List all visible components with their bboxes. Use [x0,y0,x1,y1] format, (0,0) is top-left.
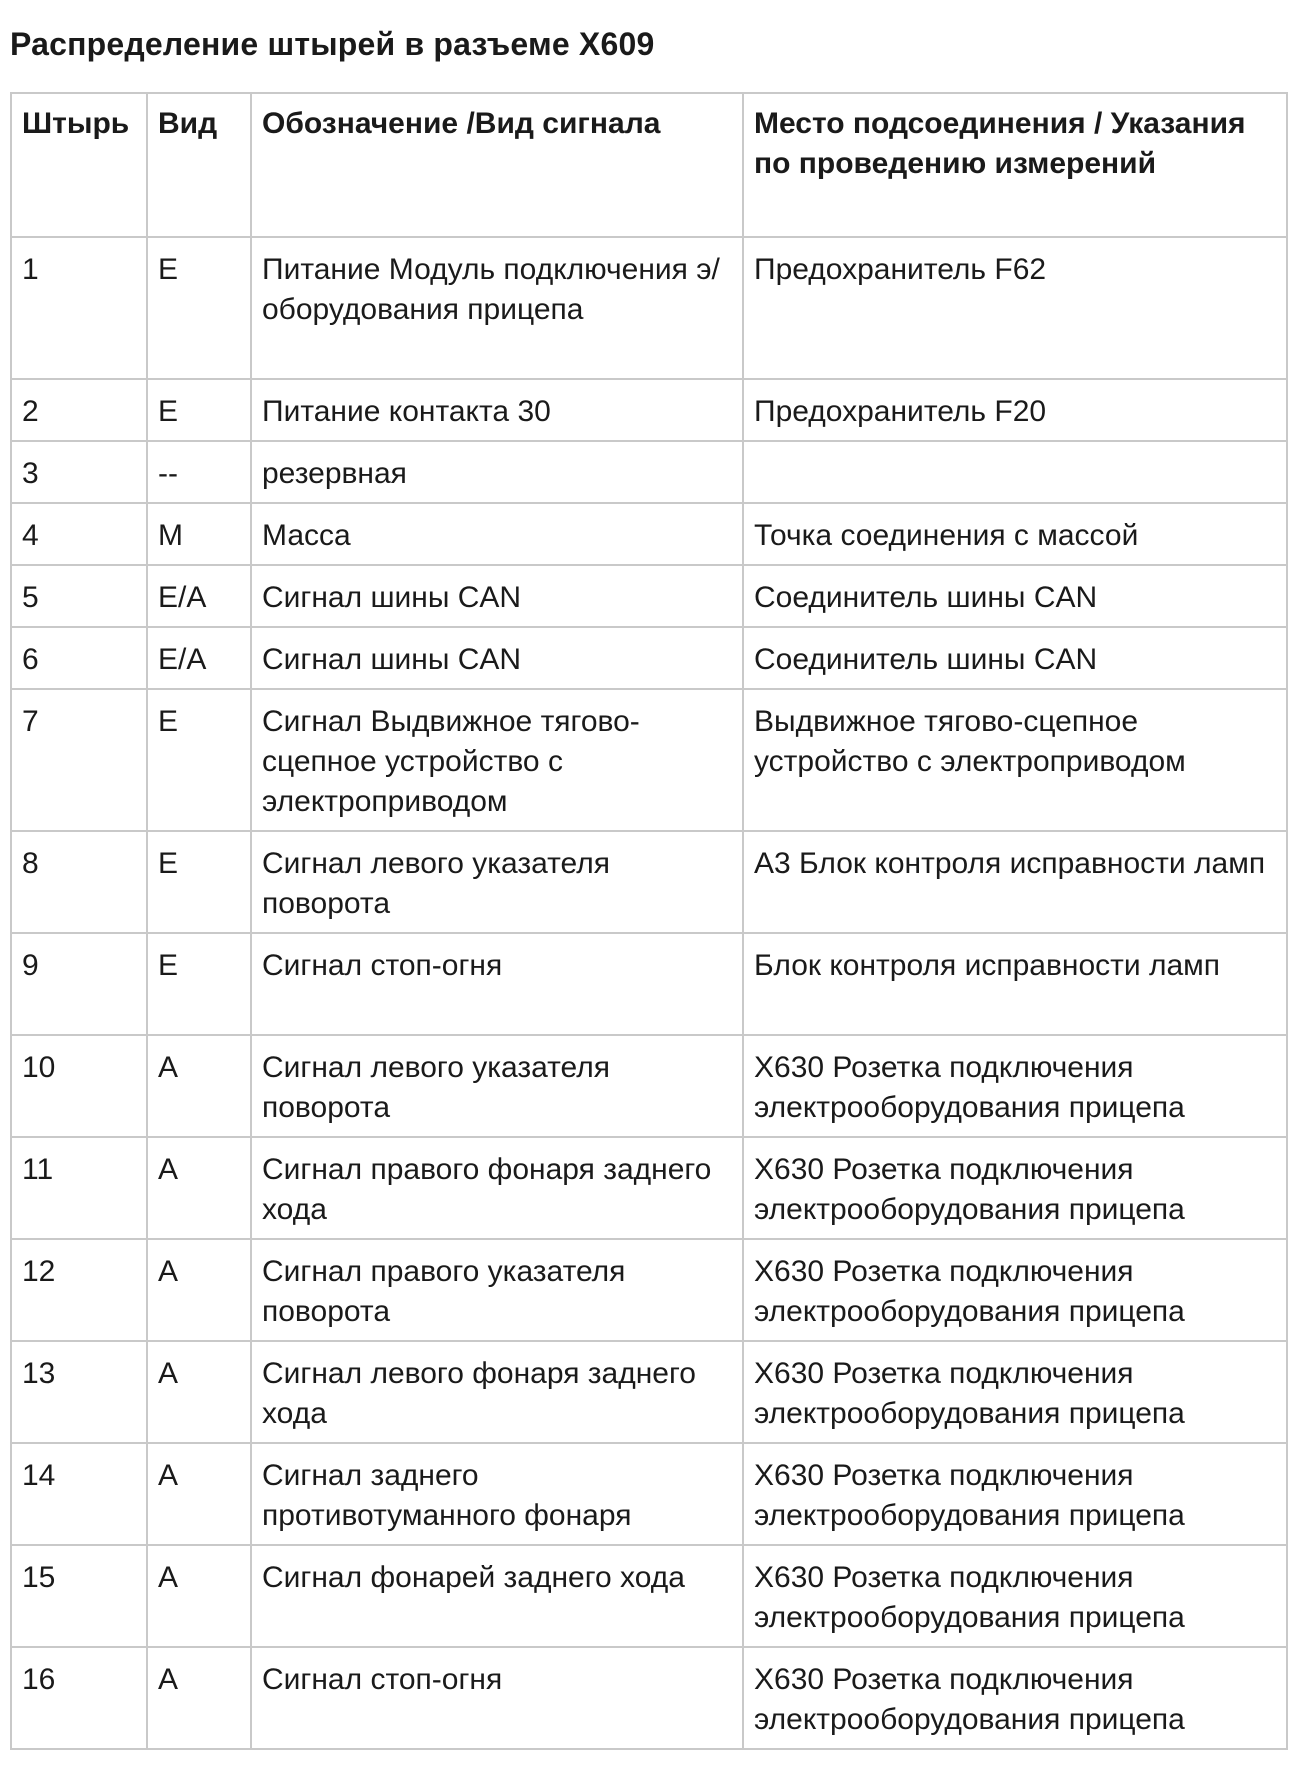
cell-pin: 8 [11,831,147,933]
cell-location: A3 Блок контроля исправности ламп [743,831,1287,933]
cell-type: E/A [147,565,251,627]
cell-pin: 16 [11,1647,147,1749]
cell-type: E [147,933,251,1035]
cell-signal: Масса [251,503,743,565]
cell-location: X630 Розетка подключения электрооборудования прицепа [743,1647,1287,1749]
cell-type: E [147,689,251,831]
cell-pin: 10 [11,1035,147,1137]
table-row [11,689,1287,831]
cell-location: X630 Розетка подключения электрооборудования прицепа [743,1341,1287,1443]
cell-location: Предохранитель F20 [743,379,1287,441]
table-row [11,237,1287,379]
cell-location: Соединитель шины CAN [743,565,1287,627]
table-row [11,933,1287,1035]
cell-pin: 11 [11,1137,147,1239]
cell-pin: 4 [11,503,147,565]
cell-pin: 1 [11,237,147,379]
cell-location: X630 Розетка подключения электрооборудования прицепа [743,1137,1287,1239]
cell-signal: Сигнал стоп-огня [251,933,743,1035]
cell-signal: резервная [251,441,743,503]
cell-type: M [147,503,251,565]
table-header-row [11,93,1287,237]
cell-pin: 15 [11,1545,147,1647]
cell-signal: Питание контакта 30 [251,379,743,441]
cell-signal: Сигнал фонарей заднего хода [251,1545,743,1647]
cell-type: E [147,379,251,441]
table-row [11,1239,1287,1341]
page-title: Распределение штырей в разъеме X609 [10,26,655,62]
header-location: Место подсоединения / Указания по проведению измерений [743,93,1287,237]
cell-signal: Сигнал Выдвижное тягово-сцепное устройство с электроприводом [251,689,743,831]
table-row [11,441,1287,503]
cell-type: E/A [147,627,251,689]
table-row [11,831,1287,933]
cell-type: E [147,237,251,379]
table-row [11,503,1287,565]
table-row [11,1341,1287,1443]
cell-location: Блок контроля исправности ламп [743,933,1287,1035]
cell-location: X630 Розетка подключения электрооборудования прицепа [743,1545,1287,1647]
cell-pin: 2 [11,379,147,441]
cell-pin: 5 [11,565,147,627]
header-type: Вид [147,93,251,237]
cell-signal: Питание Модуль подключения э/ оборудования прицепа [251,237,743,379]
cell-location: Соединитель шины CAN [743,627,1287,689]
table-row [11,627,1287,689]
cell-location: X630 Розетка подключения электрооборудования прицепа [743,1035,1287,1137]
table-row [11,379,1287,441]
cell-type: A [147,1137,251,1239]
cell-signal: Сигнал правого указателя поворота [251,1239,743,1341]
pin-assignment-table [10,92,1288,1750]
cell-type: E [147,831,251,933]
cell-location: X630 Розетка подключения электрооборудования прицепа [743,1443,1287,1545]
table-row [11,565,1287,627]
cell-signal: Сигнал шины CAN [251,627,743,689]
cell-pin: 14 [11,1443,147,1545]
cell-location: Выдвижное тягово-сцепное устройство с электроприводом [743,689,1287,831]
cell-type: A [147,1545,251,1647]
cell-signal: Сигнал правого фонаря заднего хода [251,1137,743,1239]
cell-signal: Сигнал шины CAN [251,565,743,627]
cell-signal: Сигнал стоп-огня [251,1647,743,1749]
cell-type: A [147,1035,251,1137]
cell-signal: Сигнал заднего противотуманного фонаря [251,1443,743,1545]
cell-pin: 9 [11,933,147,1035]
table-row [11,1545,1287,1647]
table-row [11,1443,1287,1545]
cell-type: A [147,1647,251,1749]
cell-type: A [147,1239,251,1341]
cell-pin: 13 [11,1341,147,1443]
cell-type: A [147,1341,251,1443]
table-row [11,1137,1287,1239]
table-row [11,1035,1287,1137]
cell-type: A [147,1443,251,1545]
table-row [11,1647,1287,1749]
cell-type: -- [147,441,251,503]
cell-signal: Сигнал левого фонаря заднего хода [251,1341,743,1443]
cell-pin: 7 [11,689,147,831]
cell-location [743,441,1287,503]
cell-signal: Сигнал левого указателя поворота [251,1035,743,1137]
cell-pin: 3 [11,441,147,503]
cell-signal: Сигнал левого указателя поворота [251,831,743,933]
cell-location: X630 Розетка подключения электрооборудования прицепа [743,1239,1287,1341]
cell-location: Предохранитель F62 [743,237,1287,379]
cell-location: Точка соединения с массой [743,503,1287,565]
cell-pin: 12 [11,1239,147,1341]
header-pin: Штырь [11,93,147,237]
cell-pin: 6 [11,627,147,689]
header-signal: Обозначение /Вид сигнала [251,93,743,237]
